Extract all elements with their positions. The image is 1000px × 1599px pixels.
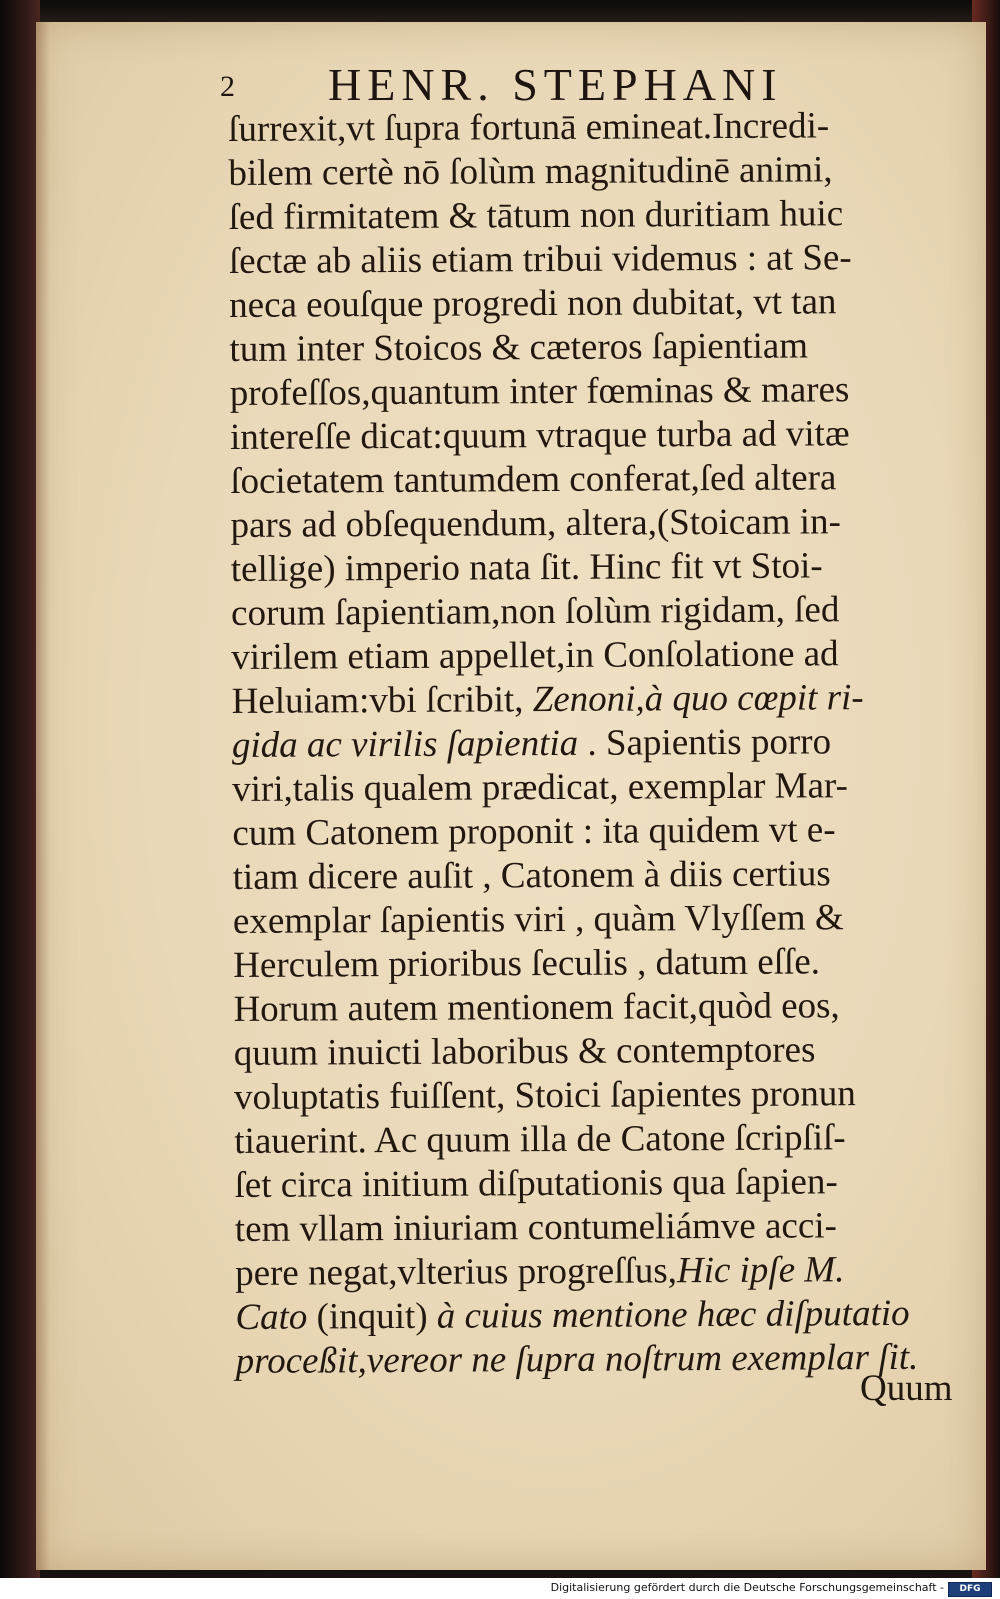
text-segment: . Sapientis porro xyxy=(578,721,832,764)
text-segment: ſet circa initium diſputationis qua ſapien- xyxy=(234,1161,838,1206)
text-segment: ſed firmitatem & tātum non duritiam huic xyxy=(228,193,844,238)
text-line xyxy=(235,1292,951,1340)
text-segment: pars ad obſequendum, altera,(Stoicam in- xyxy=(230,501,841,546)
italic-segment: Cato xyxy=(235,1296,308,1338)
text-line xyxy=(229,192,945,240)
text-segment: ſectæ ab aliis etiam tribui videmus : at Se- xyxy=(228,237,852,282)
text-line xyxy=(230,500,946,548)
page-number: 2 xyxy=(220,70,235,103)
text-line xyxy=(234,1160,950,1208)
text-line xyxy=(231,544,947,592)
text-segment: (inquit) xyxy=(307,1295,437,1338)
text-segment: tem vllam iniuriam contumeliámve acci- xyxy=(234,1205,838,1250)
text-line xyxy=(230,456,946,504)
italic-segment: à cuius mentione hæc diſputatio xyxy=(436,1292,910,1337)
text-segment: intereſſe dicat:quum vtraque turba ad vitæ xyxy=(229,413,850,458)
text-line xyxy=(233,984,949,1032)
text-segment: ſurrexit,vt ſupra fortunā emineat.Incredi- xyxy=(228,105,830,150)
text-segment: ſocietatem tantumdem conferat,ſed altera xyxy=(230,457,837,502)
italic-segment: Hic ipſe M. xyxy=(676,1249,845,1292)
dfg-logo: DFG xyxy=(948,1582,992,1597)
text-segment: profeſſos,quantum inter fœminas & mares xyxy=(229,369,850,414)
text-line xyxy=(229,280,945,328)
text-line xyxy=(229,324,945,372)
text-line xyxy=(235,1248,951,1296)
text-line xyxy=(231,588,947,636)
text-line xyxy=(231,676,947,724)
text-line xyxy=(232,764,948,812)
text-line xyxy=(228,148,944,196)
text-line xyxy=(234,1072,950,1120)
body-text xyxy=(228,104,952,1384)
text-line xyxy=(233,852,949,900)
text-segment: bilem certè nō ſolùm magnitudinē animi, xyxy=(228,149,833,194)
text-segment: cum Catonem proponit : ita quidem vt e- xyxy=(232,809,836,854)
text-line xyxy=(230,412,946,460)
text-segment: Herculem prioribus ſeculis , datum eſſe. xyxy=(233,941,821,986)
text-segment: tellige) imperio nata ſit. Hinc fit vt Stoi- xyxy=(230,545,823,590)
text-segment: viri,talis qualem prædicat, exemplar Mar- xyxy=(232,765,849,810)
page-gutter-shadow xyxy=(36,22,50,1570)
text-line xyxy=(233,940,949,988)
text-segment: exemplar ſapientis viri , quàm Vlyſſem & xyxy=(232,897,844,942)
text-segment: voluptatis fuiſſent, Stoici ſapientes pronun xyxy=(233,1073,856,1118)
text-segment: corum ſapientiam,non ſolùm rigidam, ſed xyxy=(230,589,840,634)
catchword: Quum xyxy=(860,1368,953,1409)
italic-segment: proceßit,vereor ne ſupra noſtrum exemplar ſit. xyxy=(235,1336,919,1382)
text-line xyxy=(235,1204,951,1252)
italic-segment: gida ac virilis ſapientia xyxy=(231,722,579,766)
text-segment: Horum autem mentionem facit,quòd eos, xyxy=(233,985,840,1030)
text-line xyxy=(231,632,947,680)
book-binding-left xyxy=(0,0,40,1578)
text-line xyxy=(234,1116,950,1164)
funding-credit: Digitalisierung gefördert durch die Deutsche Forschungsgemeinschaft - xyxy=(550,1581,944,1594)
text-line xyxy=(233,896,949,944)
book-page xyxy=(36,22,986,1570)
running-title: HENR. STEPHANI xyxy=(328,59,783,110)
text-segment: virilem etiam appellet,in Conſolatione ad xyxy=(231,633,839,678)
text-segment: tum inter Stoicos & cæteros ſapientiam xyxy=(229,325,809,370)
text-line xyxy=(229,236,945,284)
text-line xyxy=(236,1336,952,1384)
text-segment: tiam dicere auſit , Catonem à diis certius xyxy=(232,853,831,898)
text-segment: quum inuicti laboribus & contemptores xyxy=(233,1029,816,1074)
italic-segment: Zenoni,à quo cœpit ri- xyxy=(532,677,864,721)
text-line xyxy=(228,104,944,152)
digitization-footer xyxy=(0,1578,1000,1599)
text-segment: neca eouſque progredi non dubitat, vt tan xyxy=(229,281,837,326)
text-segment: pere negat,vlterius progreſſus, xyxy=(234,1250,678,1294)
text-line xyxy=(232,720,948,768)
text-segment: tiauerint. Ac quum illa de Catone ſcripſiſ- xyxy=(234,1117,846,1162)
text-segment: Heluiam:vbi ſcribit, xyxy=(231,679,533,722)
text-line xyxy=(232,808,948,856)
text-line xyxy=(230,368,946,416)
text-line xyxy=(234,1028,950,1076)
